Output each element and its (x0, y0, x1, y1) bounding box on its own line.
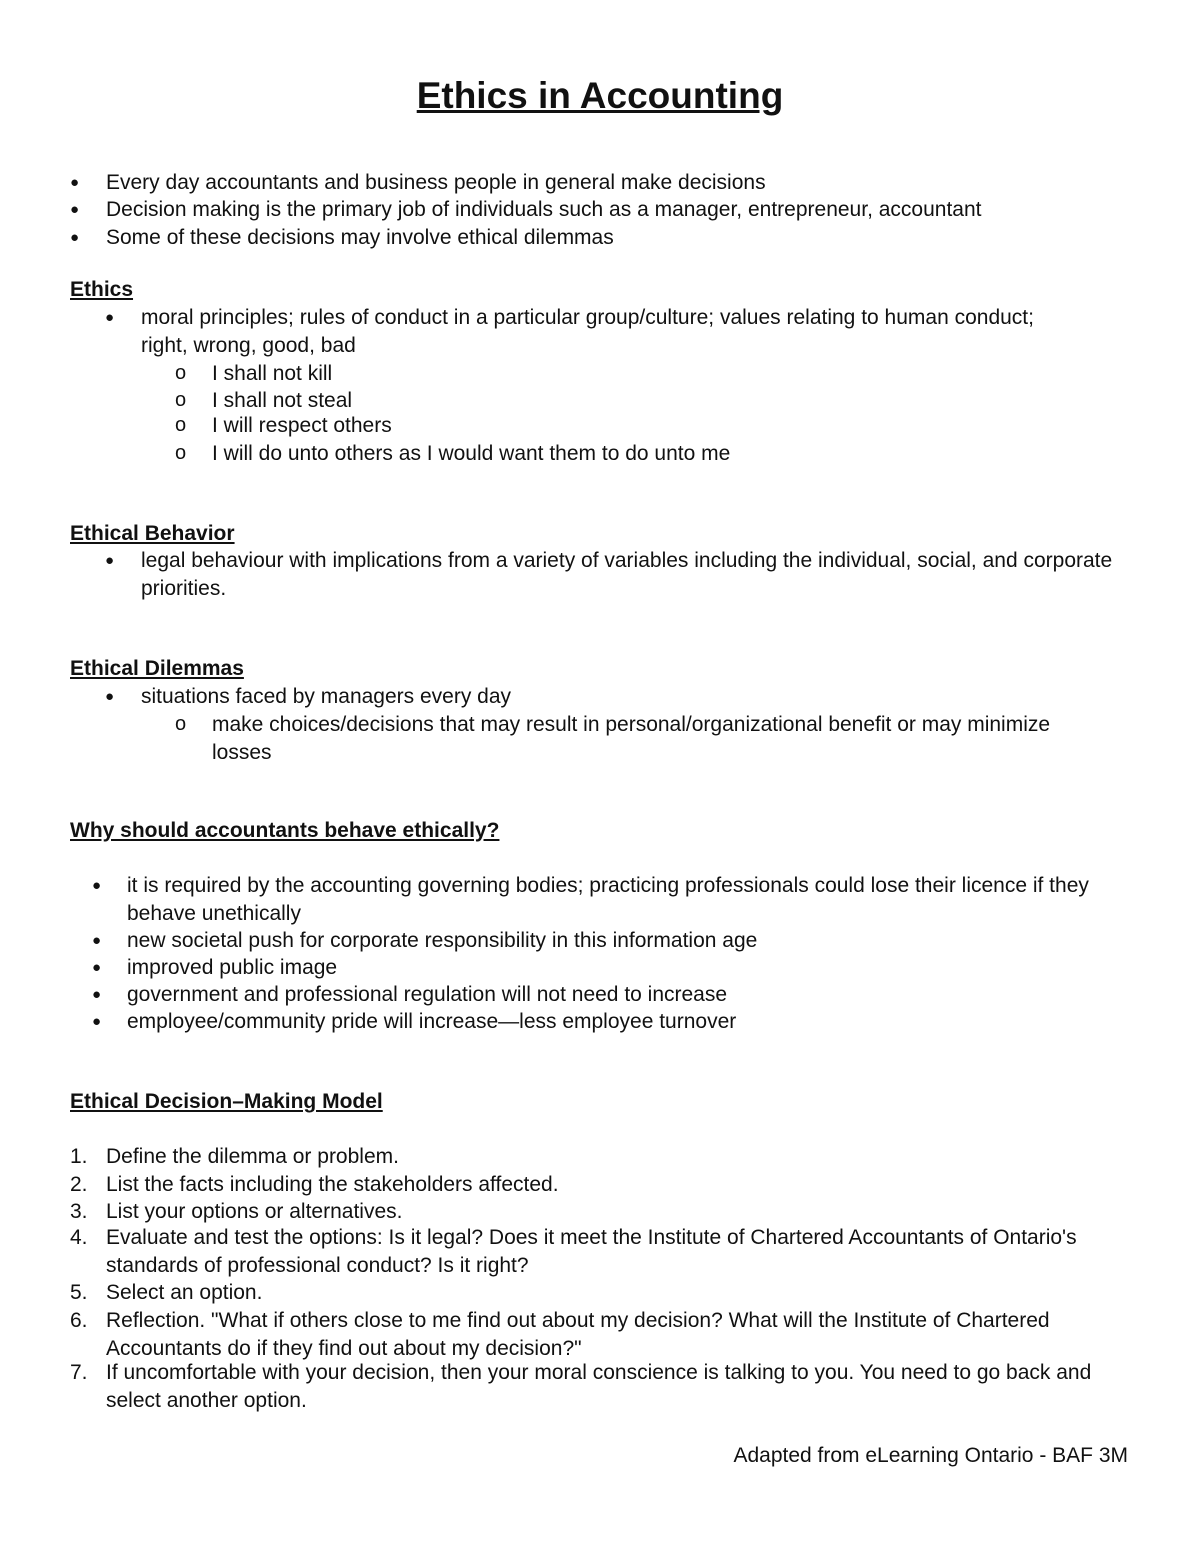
model-step-text: Define the dilemma or problem. (106, 1145, 399, 1168)
dilemmas-detail (175, 711, 1075, 766)
bullet-marker: ● (92, 986, 102, 1003)
model-step-text: List your options or alternatives. (106, 1200, 403, 1223)
bullet-marker: ● (105, 309, 115, 326)
dilemmas-detail-text: make choices/decisions that may result in personal/organizational benefit or may minimize losses (212, 713, 1051, 764)
model-step (70, 1198, 1120, 1226)
bullet-marker: ● (92, 1013, 102, 1030)
model-step-text: If uncomfortable with your decision, then your moral conscience is talking to you. You need to go back and select another option. (106, 1361, 1092, 1412)
step-number: 4. (70, 1226, 88, 1249)
step-number: 2. (70, 1173, 88, 1196)
intro-text: Every day accountants and business people in general make decisions (106, 171, 766, 194)
dilemmas-definition-text: situations faced by managers every day (141, 685, 512, 708)
sub-marker: o (175, 389, 187, 411)
model-step (70, 1143, 1120, 1171)
intro-text: Decision making is the primary job of individuals such as a manager, entrepreneur, accountant (106, 198, 982, 221)
bullet-marker: ● (92, 932, 102, 949)
model-step-text: Select an option. (106, 1281, 263, 1304)
bullet-marker: ● (92, 959, 102, 976)
bullet-marker: ● (70, 174, 80, 191)
model-step (70, 1171, 1120, 1199)
model-step (70, 1279, 1120, 1307)
sub-marker: o (175, 414, 187, 436)
section-heading-ethical-dilemmas: Ethical Dilemmas (70, 657, 244, 680)
step-number: 5. (70, 1281, 88, 1304)
step-number: 6. (70, 1309, 88, 1332)
why-item (92, 872, 1092, 927)
section-heading-ethics: Ethics (70, 278, 134, 301)
section-heading-ethical-behavior: Ethical Behavior (70, 522, 235, 545)
ethics-example (175, 360, 1075, 388)
bullet-marker: ● (70, 229, 80, 246)
section-heading-why-ethical: Why should accountants behave ethically? (70, 819, 500, 842)
section-heading-decision-model: Ethical Decision–Making Model (70, 1090, 383, 1113)
model-step-text: Evaluate and test the options: Is it legal? Does it meet the Institute of Chartered Accountants of Ontario's standards of professional conduct? Is it right? (106, 1226, 1077, 1277)
ethics-example-text: I shall not kill (212, 362, 333, 385)
intro-item (70, 224, 1130, 252)
ethics-example (175, 440, 1075, 468)
bullet-marker: ● (105, 552, 115, 569)
ethics-example (175, 412, 1075, 440)
behavior-definition (105, 547, 1135, 602)
why-item (92, 981, 1092, 1009)
step-number: 1. (70, 1145, 88, 1168)
document-title: Ethics in Accounting (416, 75, 784, 116)
sub-marker: o (175, 362, 187, 384)
model-step (70, 1224, 1120, 1279)
model-step (70, 1307, 1070, 1362)
why-item (92, 927, 1092, 955)
why-item (92, 1008, 1092, 1036)
intro-item (70, 196, 1130, 224)
bullet-marker: ● (70, 201, 80, 218)
step-number: 7. (70, 1361, 88, 1384)
source-attribution: Adapted from eLearning Ontario - BAF 3M (733, 1444, 1128, 1467)
ethics-definition-text: moral principles; rules of conduct in a particular group/culture; values relating to human conduct; right, wrong, good, bad (141, 306, 1034, 357)
ethics-example (175, 387, 1075, 415)
why-item-text: government and professional regulation will not need to increase (127, 983, 728, 1006)
model-step-text: List the facts including the stakeholders affected. (106, 1173, 559, 1196)
model-step (70, 1359, 1130, 1414)
why-item-text: employee/community pride will increase—less employee turnover (127, 1010, 737, 1033)
ethics-example-text: I will do unto others as I would want them to do unto me (212, 442, 731, 465)
intro-text: Some of these decisions may involve ethical dilemmas (106, 226, 614, 249)
sub-marker: o (175, 442, 187, 464)
why-item-text: new societal push for corporate responsibility in this information age (127, 929, 758, 952)
bullet-marker: ● (92, 877, 102, 894)
why-item (92, 954, 1092, 982)
ethics-example-text: I shall not steal (212, 389, 353, 412)
step-number: 3. (70, 1200, 88, 1223)
ethics-example-text: I will respect others (212, 414, 392, 437)
bullet-marker: ● (105, 688, 115, 705)
model-step-text: Reflection. "What if others close to me find out about my decision? What will the Institute of Chartered Accountants do if they find out about my decision?" (106, 1309, 1050, 1360)
intro-item (70, 169, 1130, 197)
why-item-text: it is required by the accounting governing bodies; practicing professionals could lose their licence if they behave unethically (127, 874, 1089, 925)
dilemmas-definition (105, 683, 1065, 711)
ethics-definition (105, 304, 1065, 359)
behavior-definition-text: legal behaviour with implications from a variety of variables including the individual, social, and corporate priorities. (141, 549, 1113, 600)
why-item-text: improved public image (127, 956, 338, 979)
sub-marker: o (175, 713, 187, 735)
